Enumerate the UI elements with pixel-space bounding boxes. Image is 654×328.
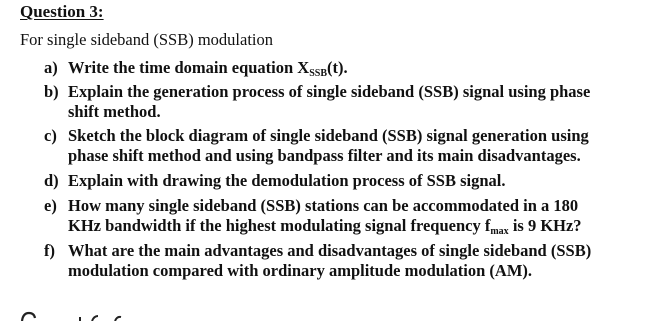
item-text-end: is 9 KHz? [508,216,582,235]
item-text-line1: What are the main advantages and disadvantages of single sideband (SSB) [68,241,592,260]
item-label: e) [44,196,57,215]
item-text-line1: Explain the generation process of single sideband (SSB) signal using phase [68,82,591,101]
item-label: a) [44,58,58,77]
item-text-main: Write the time domain equation X [68,58,310,77]
glyph-fragment [92,316,98,321]
list-item-e [44,196,644,242]
item-label: f) [44,241,55,260]
subscript-ssb: SSB [309,68,328,79]
subscript-max: max [490,226,509,237]
question-title: Question 3: [20,2,104,21]
item-text-line2 [68,216,644,242]
item-text-line1: Sketch the block diagram of single sideband (SSB) signal generation using [68,126,589,145]
item-text [68,58,644,84]
cut-off-glyph-fragments [20,309,130,321]
list-item-c [44,126,644,166]
item-label: b) [44,82,59,101]
item-text-line1: Explain with drawing the demodulation process of SSB signal. [68,171,506,190]
item-text-line2: phase shift method and using bandpass filter and its main disadvantages. [68,146,581,165]
question-intro: For single sideband (SSB) modulation [20,30,273,49]
item-label: d) [44,171,59,190]
item-text-line2: shift method. [68,102,161,121]
list-item-b [44,82,644,122]
cut-off-next-heading [20,308,130,328]
list-item-a [44,58,644,84]
item-text-line2: modulation compared with ordinary amplitude modulation (AM). [68,261,533,280]
item-text-end: (t). [327,58,348,77]
glyph-fragment [115,317,121,321]
item-text-main: KHz bandwidth if the highest modulating signal frequency f [68,216,491,235]
list-item-d [44,171,644,191]
list-item-f [44,241,644,281]
item-label: c) [44,126,57,145]
item-text-line1: How many single sideband (SSB) stations can be accommodated in a 180 [68,196,579,215]
